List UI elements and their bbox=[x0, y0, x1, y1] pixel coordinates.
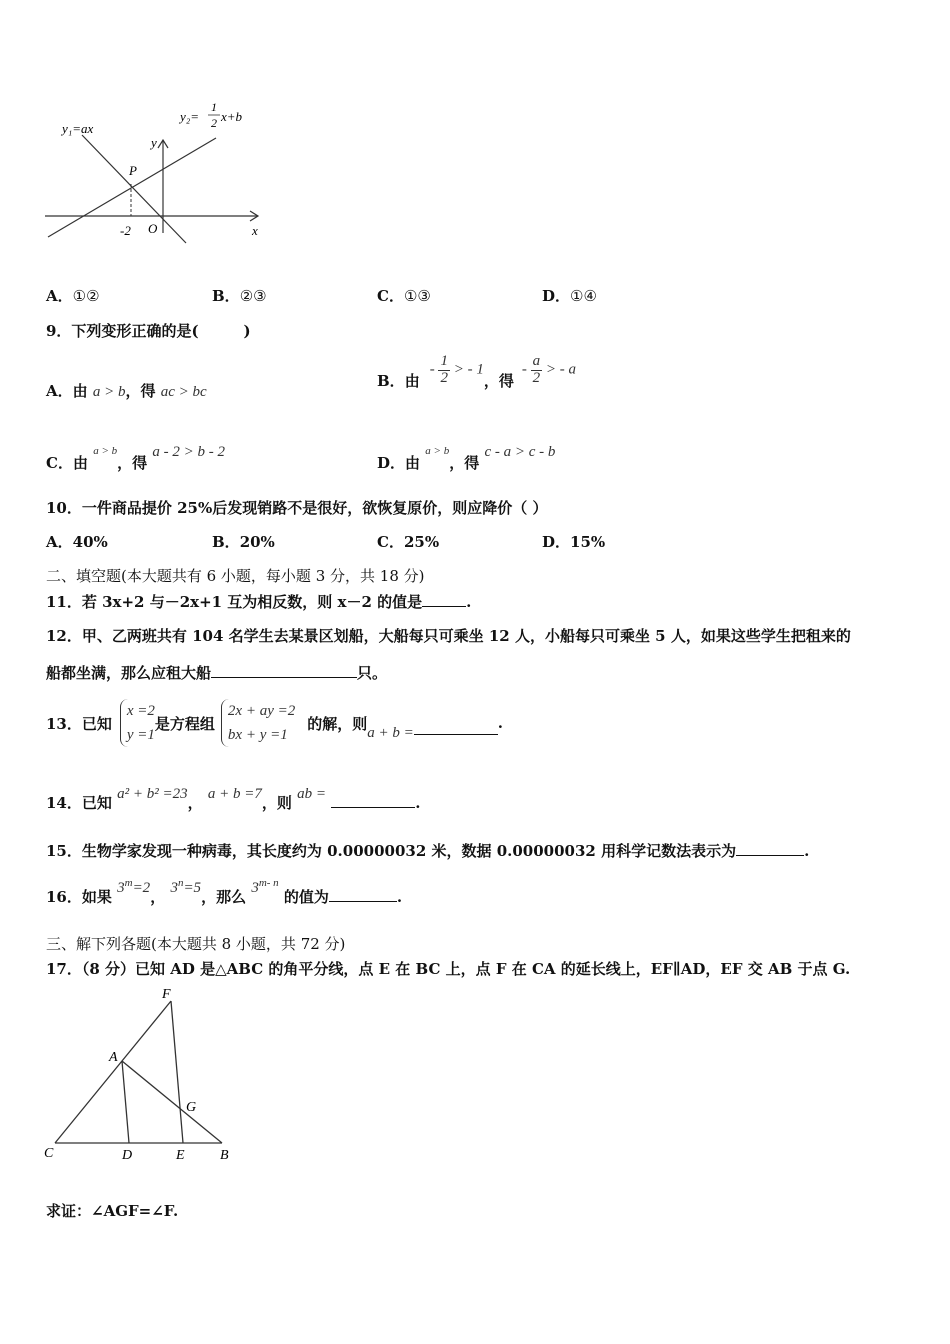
option-letter: B． bbox=[377, 371, 405, 390]
option-letter: C． bbox=[377, 533, 404, 551]
math-inequality-2 bbox=[522, 354, 576, 387]
denominator: 2 bbox=[440, 369, 448, 386]
q17-stem: 17．（8 分）已知 AD 是△ABC 的角平分线，点 E 在 BC 上，点 F 在 CA 的延长线上，EF∥AD，EF 交 AB 于点 G. bbox=[46, 960, 851, 978]
line-y2 bbox=[48, 138, 216, 237]
q16-answer-blank[interactable] bbox=[329, 887, 397, 902]
system-line: x =2 bbox=[126, 703, 155, 719]
label-y2-prefix: y₂= bbox=[180, 109, 200, 124]
label-f: F bbox=[162, 987, 171, 1002]
option-letter: A． bbox=[46, 287, 73, 305]
option-word: ，得 bbox=[125, 382, 156, 400]
option-letter: D． bbox=[542, 287, 571, 305]
math-inequality-1 bbox=[430, 354, 484, 387]
math-minus: - bbox=[429, 361, 435, 378]
q15-answer-blank[interactable] bbox=[736, 841, 804, 856]
q9-option-c[interactable] bbox=[46, 440, 225, 470]
rhs: =2 bbox=[132, 880, 151, 896]
q8-option-d[interactable] bbox=[542, 285, 597, 306]
label-point-p: P bbox=[129, 163, 137, 178]
label-a: A bbox=[109, 1050, 118, 1065]
option-word: ，得 bbox=[483, 371, 514, 390]
system-line: bx + y =1 bbox=[227, 727, 288, 743]
math-result: a - 2 > b - 2 bbox=[152, 444, 226, 460]
q9-option-a[interactable] bbox=[46, 380, 207, 401]
triangle-figure bbox=[40, 983, 240, 1163]
segment-cf bbox=[55, 1001, 171, 1143]
option-word: ，得 bbox=[117, 454, 148, 472]
q12-end: 只。 bbox=[357, 664, 388, 682]
label-e: E bbox=[176, 1148, 185, 1163]
q12-line2 bbox=[46, 662, 387, 683]
base: 3 bbox=[170, 880, 178, 896]
label-y2-suffix: x+b bbox=[221, 109, 243, 124]
system-of-values bbox=[120, 699, 155, 747]
q16-after: 的值为 bbox=[283, 888, 329, 906]
option-text: 15% bbox=[570, 533, 606, 551]
line-y1 bbox=[82, 135, 186, 243]
option-letter: A． bbox=[46, 533, 73, 551]
option-letter: A． bbox=[46, 382, 73, 400]
label-b: B bbox=[220, 1148, 229, 1163]
q9-option-d[interactable] bbox=[377, 440, 555, 470]
q15 bbox=[46, 840, 809, 861]
q16-then: ，那么 bbox=[201, 888, 247, 906]
segment-fe bbox=[171, 1001, 183, 1143]
q10-option-d[interactable] bbox=[542, 531, 605, 552]
label-y-axis: y bbox=[151, 135, 157, 150]
label-y1: y₁=ax bbox=[62, 121, 94, 136]
label-d: D bbox=[122, 1148, 133, 1163]
q17-prove: 求证：∠AGF=∠F. bbox=[46, 1202, 179, 1220]
q15-end: . bbox=[804, 842, 810, 860]
label-origin: O bbox=[148, 221, 158, 236]
system-line: y =1 bbox=[126, 727, 155, 743]
segment-ad bbox=[122, 1061, 129, 1143]
q14-expr-3: ab = bbox=[297, 786, 326, 802]
option-word: ，得 bbox=[449, 454, 480, 472]
segment-ab bbox=[122, 1061, 222, 1143]
label-tick: -2 bbox=[120, 223, 131, 238]
section-2-heading: 二、填空题(本大题共有 6 小题，每小题 3 分，共 18 分) bbox=[46, 567, 425, 585]
q13-after: 的解，则 bbox=[307, 714, 368, 733]
q12-text: 船都坐满，那么应租大船 bbox=[46, 664, 212, 682]
q14-prefix: 14．已知 bbox=[46, 794, 112, 812]
label-x-axis: x bbox=[252, 223, 258, 238]
q13-end: . bbox=[497, 714, 503, 732]
option-letter: D． bbox=[542, 533, 571, 551]
denominator: 2 bbox=[532, 369, 541, 386]
option-word: 由 bbox=[404, 371, 420, 390]
q11-text: 11．若 3x+2 与－2x+1 互为相反数，则 x－2 的值是 bbox=[46, 593, 423, 611]
option-letter: D． bbox=[377, 454, 406, 472]
q11 bbox=[46, 591, 471, 612]
option-text: 20% bbox=[239, 533, 275, 551]
q16-expr-2 bbox=[170, 877, 202, 896]
math-condition: a > b bbox=[93, 445, 118, 457]
option-text: 40% bbox=[72, 533, 108, 551]
q14 bbox=[46, 782, 420, 812]
math-result: c - a > c - b bbox=[484, 444, 556, 460]
q14-expr-1: a² + b² =23 bbox=[117, 786, 188, 802]
q14-comma: ， bbox=[187, 794, 203, 812]
q15-text: 15．生物学家发现一种病毒，其长度约为 0.00000032 米，数据 0.00000032 用科学记数法表示为 bbox=[46, 842, 737, 860]
q10-stem: 10．一件商品提价 25%后发现销路不是很好，欲恢复原价，则应降价（ ） bbox=[46, 499, 548, 517]
math-rhs: > - a bbox=[545, 361, 576, 378]
q9-option-b[interactable] bbox=[377, 352, 576, 405]
q16-expr-1 bbox=[117, 877, 151, 896]
option-word: 由 bbox=[72, 382, 88, 400]
math-result: ac > bc bbox=[160, 384, 207, 400]
q14-answer-blank[interactable] bbox=[331, 793, 415, 808]
q10-option-c[interactable] bbox=[377, 531, 439, 552]
base: 3 bbox=[117, 880, 125, 896]
exponent: n bbox=[177, 877, 184, 889]
q16-comma: ， bbox=[150, 888, 166, 906]
q9-stem: 9．下列变形正确的是( ) bbox=[46, 322, 251, 340]
option-text: ①④ bbox=[570, 287, 597, 305]
option-word: 由 bbox=[72, 454, 88, 472]
q11-end: . bbox=[466, 593, 472, 611]
numerator: a bbox=[532, 352, 541, 369]
exponent: m- n bbox=[258, 877, 279, 889]
label-g: G bbox=[186, 1100, 197, 1115]
option-letter: C． bbox=[46, 454, 73, 472]
option-word: 由 bbox=[405, 454, 421, 472]
q11-answer-blank[interactable] bbox=[422, 592, 466, 607]
q13-prefix: 13．已知 bbox=[46, 714, 112, 733]
q8-option-b[interactable] bbox=[212, 285, 267, 306]
q14-expr-2: a + b =7 bbox=[207, 786, 262, 802]
math-rhs: > - 1 bbox=[453, 361, 484, 378]
option-letter: C． bbox=[377, 287, 404, 305]
q16-expr-3 bbox=[251, 877, 279, 896]
q13-expr: a + b = bbox=[367, 724, 414, 741]
fraction-one-half bbox=[438, 354, 450, 387]
q13 bbox=[46, 693, 503, 753]
q12-line1: 12．甲、乙两班共有 104 名学生去某景区划船，大船每只可乘坐 12 人，小船每只可乘坐 5 人，如果这些学生把租来的 bbox=[46, 627, 851, 645]
fraction-a-half bbox=[531, 354, 543, 387]
math-condition: a > b bbox=[425, 445, 450, 457]
exponent: m bbox=[124, 877, 133, 889]
math-minus: - bbox=[521, 361, 527, 378]
label-c: C bbox=[44, 1146, 54, 1161]
q13-answer-blank[interactable] bbox=[414, 720, 498, 735]
numerator: 1 bbox=[440, 352, 448, 369]
base: 3 bbox=[251, 880, 259, 896]
label-y2-num: 1 bbox=[211, 100, 217, 114]
option-letter: B． bbox=[212, 287, 240, 305]
option-text: ①② bbox=[72, 287, 100, 305]
rhs: =5 bbox=[183, 880, 202, 896]
q12-answer-blank[interactable] bbox=[211, 663, 357, 678]
q14-end: . bbox=[415, 794, 421, 812]
q14-then: ，则 bbox=[261, 794, 292, 812]
section-3-heading: 三、解下列各题(本大题共 8 小题，共 72 分) bbox=[46, 935, 346, 953]
q13-mid: 是方程组 bbox=[154, 714, 215, 733]
option-text: ②③ bbox=[239, 287, 267, 305]
q16 bbox=[46, 876, 402, 906]
option-letter: B． bbox=[212, 533, 240, 551]
system-of-equations bbox=[221, 699, 295, 747]
q16-end: . bbox=[396, 888, 403, 906]
q8-option-a[interactable] bbox=[46, 285, 100, 306]
q10-option-b[interactable] bbox=[212, 531, 275, 552]
q8-option-c[interactable] bbox=[377, 285, 431, 306]
q10-option-a[interactable] bbox=[46, 531, 108, 552]
math-condition: a > b bbox=[92, 384, 126, 400]
q16-prefix: 16．如果 bbox=[46, 888, 112, 906]
option-text: ①③ bbox=[403, 287, 431, 305]
label-y2-den: 2 bbox=[211, 116, 217, 130]
option-text: 25% bbox=[403, 533, 440, 551]
system-line: 2x + ay =2 bbox=[227, 703, 296, 719]
linear-graph-figure bbox=[40, 95, 270, 245]
